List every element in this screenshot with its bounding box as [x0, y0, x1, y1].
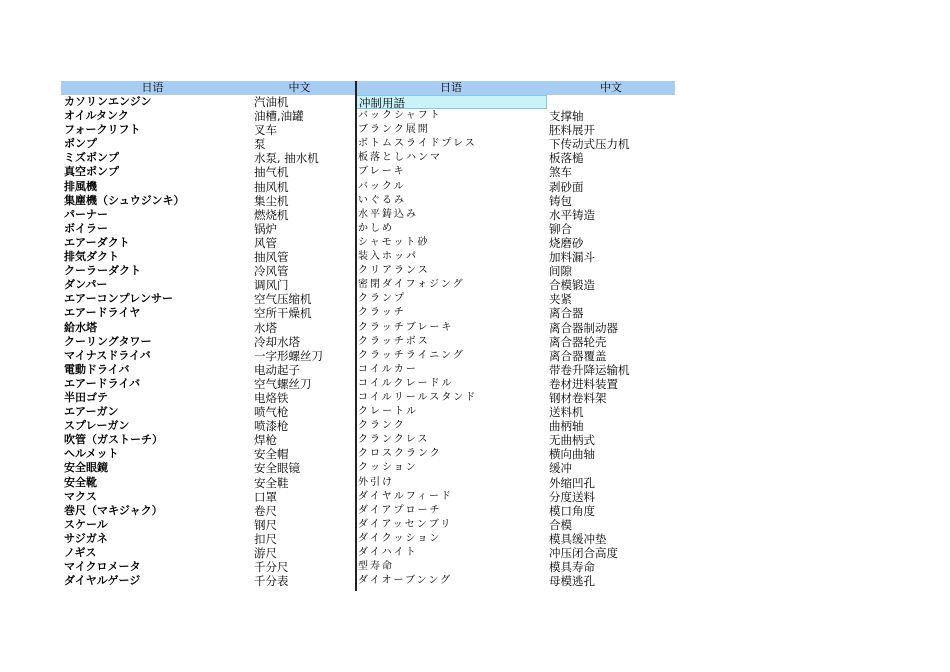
- cell-japanese-right[interactable]: ブランク展開: [358, 124, 430, 136]
- cell-chinese-right[interactable]: 下传动式压力机: [549, 137, 630, 152]
- table-row: [61, 349, 675, 363]
- cell-chinese-left[interactable]: 一字形螺丝刀: [254, 348, 323, 363]
- table-row: [61, 560, 675, 574]
- header-chinese-right[interactable]: 中文: [600, 81, 622, 94]
- cell-chinese-right[interactable]: 带卷升降运输机: [549, 362, 630, 377]
- cell-chinese-right[interactable]: 冲压闭合高度: [549, 546, 618, 560]
- cell-japanese-left[interactable]: 安全眼鏡: [64, 461, 108, 475]
- cell-chinese-left[interactable]: 扣尺: [254, 531, 277, 546]
- cell-chinese-right[interactable]: 合模锻造: [549, 278, 595, 293]
- cell-japanese-left[interactable]: ポンプ: [64, 137, 97, 151]
- cell-chinese-right[interactable]: 缓冲: [549, 461, 572, 476]
- table-row: [61, 264, 675, 278]
- cell-japanese-right[interactable]: コイルクレードル: [358, 377, 454, 389]
- cell-chinese-left[interactable]: 叉车: [254, 123, 277, 138]
- cell-japanese-right[interactable]: 水平鋳込み: [358, 208, 418, 220]
- cell-chinese-left[interactable]: 燃烧机: [254, 207, 289, 222]
- cell-japanese-left[interactable]: スケール: [64, 517, 108, 531]
- header-row: [61, 81, 675, 95]
- cell-japanese-left[interactable]: フォークリフト: [64, 123, 141, 137]
- cell-chinese-right[interactable]: 外缩凹孔: [549, 475, 595, 490]
- table-row: [61, 377, 675, 391]
- cell-japanese-right[interactable]: ダイヤルフィード: [358, 490, 453, 502]
- table-row: [61, 137, 675, 151]
- cell-chinese-left[interactable]: 安全眼镜: [254, 461, 300, 476]
- cell-japanese-left[interactable]: サジガネ: [64, 531, 108, 545]
- cell-chinese-left[interactable]: 空气压缩机: [254, 292, 312, 307]
- cell-chinese-right[interactable]: 离合器: [549, 306, 584, 321]
- cell-japanese-right[interactable]: バックル: [358, 180, 406, 192]
- cell-japanese-left[interactable]: ノギス: [64, 546, 97, 559]
- cell-japanese-right[interactable]: クラッチブレーキ: [358, 321, 454, 333]
- cell-chinese-right[interactable]: 胚料展开: [549, 123, 595, 138]
- cell-japanese-left[interactable]: 巻尺（マキジャク）: [64, 503, 163, 517]
- cell-chinese-right[interactable]: 离合器轮壳: [549, 334, 607, 349]
- cell-chinese-right[interactable]: 板落槌: [549, 151, 584, 166]
- cell-japanese-right[interactable]: バックシャフト: [358, 110, 442, 122]
- cell-chinese-right[interactable]: 分度送料: [549, 489, 595, 504]
- cell-chinese-left[interactable]: 锅炉: [254, 221, 277, 236]
- cell-chinese-right[interactable]: 间隙: [549, 264, 572, 279]
- cell-chinese-right[interactable]: [547, 95, 675, 109]
- cell-japanese-right[interactable]: 装入ホッパ: [358, 251, 418, 263]
- cell-japanese-left[interactable]: パーナー: [64, 207, 108, 221]
- cell-chinese-left[interactable]: 汽油机: [254, 95, 289, 109]
- cell-japanese-right[interactable]: ダイアプローチ: [358, 504, 442, 516]
- table-row: [61, 180, 675, 194]
- cell-japanese-left[interactable]: エアーガン: [64, 405, 119, 419]
- cell-japanese-left[interactable]: エアードライバ: [64, 376, 141, 390]
- cell-japanese-left[interactable]: エアーコンプレンサー: [64, 292, 173, 306]
- cell-chinese-right[interactable]: 离合器覆盖: [549, 348, 607, 363]
- table-row: [61, 546, 675, 560]
- cell-chinese-left[interactable]: 安全帽: [254, 447, 289, 462]
- cell-japanese-left[interactable]: 半田ゴテ: [64, 390, 108, 404]
- column-divider: [355, 81, 357, 591]
- cell-japanese-left[interactable]: 安全靴: [64, 475, 97, 489]
- table-row: [61, 476, 675, 490]
- cell-japanese-right[interactable]: ダイオーブンング: [358, 575, 453, 587]
- cell-chinese-right[interactable]: 合模: [549, 517, 572, 532]
- cell-japanese-left[interactable]: 給水塔: [64, 320, 97, 334]
- cell-japanese-right[interactable]: クラッチ: [358, 307, 406, 319]
- cell-chinese-right[interactable]: 钢材卷料架: [549, 390, 607, 405]
- table-row: [61, 95, 675, 109]
- table-row: [61, 518, 675, 532]
- table-row: [61, 433, 675, 447]
- cell-japanese-left[interactable]: カソリンエンジン: [64, 95, 152, 108]
- cell-japanese-left[interactable]: スプレーガン: [64, 419, 130, 433]
- cell-chinese-left[interactable]: 风管: [254, 235, 277, 250]
- cell-chinese-left[interactable]: 抽风机: [254, 179, 289, 194]
- cell-chinese-left[interactable]: 泵: [254, 137, 266, 152]
- cell-japanese-right[interactable]: かしめ: [358, 222, 394, 234]
- cell-chinese-left[interactable]: 口罩: [254, 489, 277, 504]
- cell-japanese-left[interactable]: ボイラー: [64, 221, 108, 235]
- cell-japanese-left[interactable]: ダイヤルゲージ: [64, 574, 141, 588]
- cell-japanese-left[interactable]: クーリングタワー: [64, 334, 152, 348]
- cell-japanese-left[interactable]: マクス: [64, 489, 97, 503]
- table-row: [61, 292, 675, 306]
- cell-chinese-left[interactable]: 空气螺丝刀: [254, 376, 312, 391]
- cell-japanese-right[interactable]: クラッチボス: [358, 335, 430, 347]
- cell-chinese-left[interactable]: 焊枪: [254, 433, 277, 448]
- table-row: [61, 419, 675, 433]
- cell-chinese-right[interactable]: 加料漏斗: [549, 250, 595, 265]
- table-row: [61, 504, 675, 518]
- cell-chinese-right[interactable]: 烧磨砂: [549, 235, 584, 250]
- table-row: [61, 405, 675, 419]
- cell-chinese-right[interactable]: 卷材进料装置: [549, 376, 618, 391]
- cell-chinese-right[interactable]: 水平铸造: [549, 207, 595, 222]
- cell-chinese-left[interactable]: 水塔: [254, 320, 277, 335]
- cell-japanese-left[interactable]: 真空ポンプ: [64, 165, 119, 179]
- table-row: [61, 165, 675, 179]
- cell-chinese-right[interactable]: 模具寿命: [549, 560, 595, 575]
- table-row: [61, 194, 675, 208]
- cell-japanese-left[interactable]: ミズポンプ: [64, 151, 119, 165]
- table-row: [61, 278, 675, 292]
- cell-japanese-left[interactable]: 吹管（ガストーチ）: [64, 433, 163, 447]
- cell-chinese-right[interactable]: 铸包: [549, 193, 572, 208]
- table-row: [61, 250, 675, 264]
- cell-chinese-right[interactable]: 送料机: [549, 405, 584, 420]
- cell-japanese-left[interactable]: 集塵機（シュウジンキ）: [64, 193, 185, 207]
- cell-chinese-right[interactable]: 曲柄轴: [549, 419, 584, 434]
- cell-japanese-right[interactable]: シャモット砂: [358, 236, 430, 248]
- table-row: [61, 447, 675, 461]
- table-row: [61, 109, 675, 123]
- cell-japanese-right[interactable]: ボトムスライドプレス: [358, 138, 477, 150]
- cell-japanese-right[interactable]: クランプ: [358, 293, 406, 305]
- cell-chinese-right[interactable]: 无曲柄式: [549, 433, 595, 448]
- cell-chinese-right[interactable]: 煞车: [549, 165, 572, 180]
- header-chinese-left[interactable]: 中文: [288, 81, 311, 94]
- table-row: [61, 335, 675, 349]
- table-row: [61, 532, 675, 546]
- table-row: [61, 123, 675, 137]
- cell-chinese-left[interactable]: 电动起子: [254, 362, 300, 377]
- cell-chinese-left[interactable]: 卷尺: [254, 503, 277, 518]
- cell-chinese-left[interactable]: 千分尺: [254, 560, 289, 575]
- cell-chinese-left[interactable]: 冷却水塔: [254, 334, 300, 349]
- table-row: [61, 461, 675, 475]
- cell-chinese-left[interactable]: 油槽,油罐: [254, 109, 304, 124]
- header-japanese-left[interactable]: 日语: [141, 81, 164, 94]
- cell-japanese-right[interactable]: ブレーキ: [358, 166, 406, 178]
- cell-chinese-left[interactable]: 调风门: [254, 278, 289, 293]
- cell-japanese-right[interactable]: 型寿命: [358, 561, 394, 573]
- cell-japanese-left[interactable]: 電動ドライバ: [64, 362, 130, 376]
- cell-japanese-right[interactable]: 板落としハンマ: [358, 152, 442, 164]
- cell-chinese-right[interactable]: 铆合: [549, 221, 572, 236]
- cell-chinese-left[interactable]: 喷漆枪: [254, 419, 289, 434]
- cell-japanese-left[interactable]: マイクロメータ: [64, 560, 141, 574]
- table-row: [61, 574, 675, 588]
- table-row: [61, 236, 675, 250]
- table-row: [61, 306, 675, 320]
- cell-japanese-left[interactable]: ヘルメット: [64, 447, 119, 461]
- cell-japanese-left[interactable]: エアーダクト: [64, 235, 130, 249]
- cell-japanese-right[interactable]: ダイハイト: [358, 547, 418, 558]
- cell-japanese-right[interactable]: クッション: [358, 462, 418, 474]
- cell-chinese-left[interactable]: 冷风管: [254, 264, 289, 279]
- cell-chinese-right[interactable]: 母模逃孔: [549, 574, 595, 589]
- cell-chinese-right[interactable]: 横向曲轴: [549, 447, 595, 462]
- cell-japanese-left[interactable]: オイルタンク: [64, 109, 129, 123]
- cell-chinese-left[interactable]: 抽气机: [254, 165, 289, 180]
- cell-japanese-right[interactable]: ダイクッション: [358, 532, 442, 544]
- cell-japanese-left[interactable]: クーラーダクト: [64, 264, 141, 278]
- cell-japanese-right[interactable]: クランク: [358, 420, 406, 432]
- cell-chinese-right[interactable]: 离合器制动器: [549, 320, 618, 335]
- cell-chinese-right[interactable]: 模口角度: [549, 503, 595, 518]
- cell-japanese-left[interactable]: 排風機: [64, 179, 97, 193]
- cell-japanese-left[interactable]: 排気ダクト: [64, 250, 119, 264]
- cell-japanese-left[interactable]: マイナスドライバ: [64, 348, 151, 362]
- table-row: [61, 391, 675, 405]
- cell-japanese-right[interactable]: 外引け: [358, 476, 394, 488]
- cell-japanese-right[interactable]: クラッチライニング: [358, 349, 465, 361]
- cell-japanese-right[interactable]: クリアランス: [358, 265, 430, 277]
- cell-japanese-right[interactable]: 冲制用語: [355, 95, 547, 109]
- cell-japanese-right[interactable]: コイルカー: [358, 363, 418, 375]
- cell-chinese-left[interactable]: 游尺: [254, 546, 277, 560]
- cell-chinese-right[interactable]: 剥砂面: [549, 179, 584, 194]
- cell-chinese-left[interactable]: 钢尺: [254, 517, 277, 532]
- cell-japanese-right[interactable]: 密閉ダイフォジング: [358, 279, 465, 291]
- spreadsheet: [61, 81, 675, 588]
- cell-chinese-right[interactable]: 支撑轴: [549, 109, 584, 124]
- cell-chinese-left[interactable]: 水泵, 抽水机: [254, 151, 319, 166]
- cell-chinese-left[interactable]: 集尘机: [254, 193, 289, 208]
- table-row: [61, 208, 675, 222]
- cell-japanese-right[interactable]: ダイアッセンブリ: [358, 518, 453, 530]
- cell-japanese-right[interactable]: クランクレス: [358, 434, 430, 446]
- cell-chinese-left[interactable]: 安全鞋: [254, 475, 289, 490]
- cell-chinese-left[interactable]: 千分表: [254, 574, 289, 589]
- table-row: [61, 363, 675, 377]
- cell-chinese-right[interactable]: 模具缓冲垫: [549, 531, 607, 546]
- cell-chinese-left[interactable]: 喷气枪: [254, 405, 289, 420]
- cell-japanese-right[interactable]: コイルリールスタンド: [358, 391, 478, 403]
- cell-japanese-right[interactable]: クレートル: [358, 406, 418, 418]
- cell-japanese-right[interactable]: いぐるみ: [358, 194, 406, 206]
- header-japanese-right[interactable]: 日语: [440, 81, 462, 94]
- cell-japanese-left[interactable]: エアードライヤ: [64, 306, 141, 320]
- table-row: [61, 321, 675, 335]
- table-body: [61, 95, 675, 588]
- cell-chinese-left[interactable]: 空所干燥机: [254, 306, 312, 321]
- cell-japanese-left[interactable]: ダンパー: [64, 278, 108, 292]
- cell-chinese-right[interactable]: 夹紧: [549, 292, 572, 307]
- cell-japanese-right[interactable]: クロスクランク: [358, 448, 442, 460]
- cell-chinese-left[interactable]: 电烙铁: [254, 390, 289, 405]
- table-row: [61, 151, 675, 165]
- table-row: [61, 222, 675, 236]
- cell-chinese-left[interactable]: 抽风管: [254, 250, 289, 265]
- table-row: [61, 490, 675, 504]
